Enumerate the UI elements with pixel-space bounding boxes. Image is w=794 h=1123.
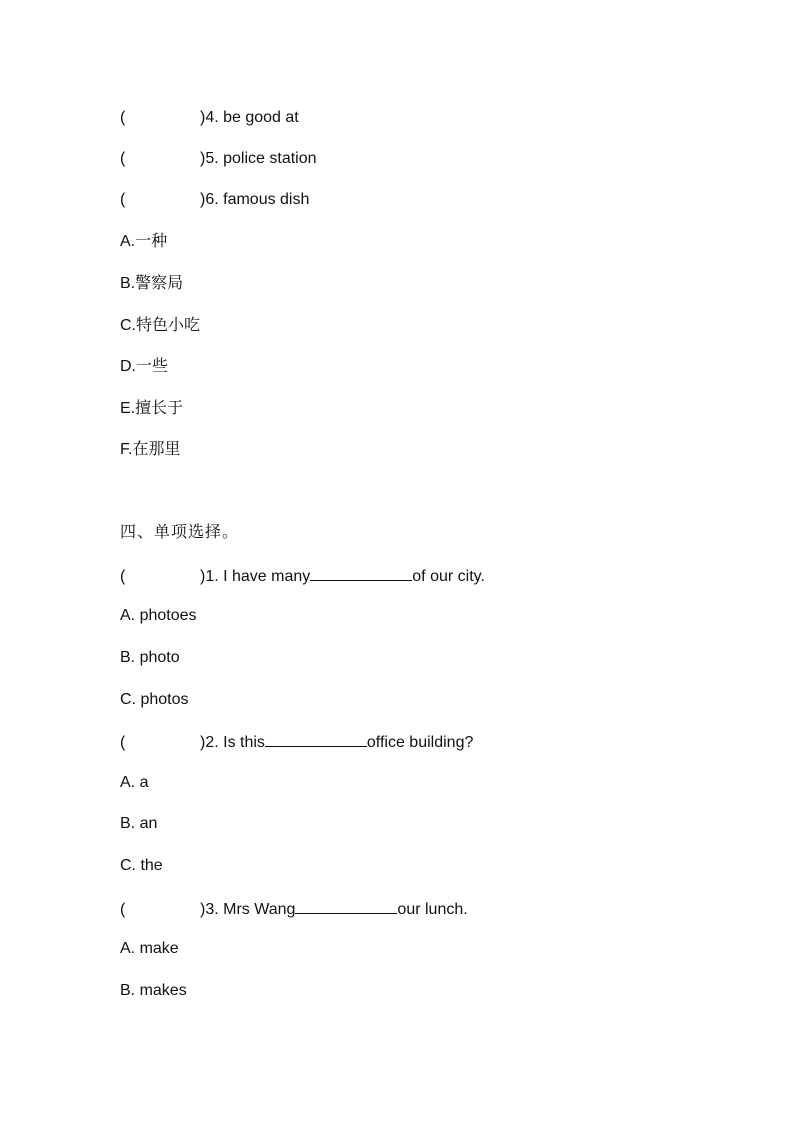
question-text-after: our lunch. (397, 901, 468, 918)
question-text-before: )1. I have many (200, 568, 311, 585)
matching-option-a: A.一种 (120, 233, 168, 250)
fill-blank[interactable] (295, 898, 397, 914)
question-text-after: of our city. (412, 568, 485, 585)
section-title: 四、单项选择。 (120, 524, 240, 541)
matching-option-d: D.一些 (120, 358, 169, 375)
matching-option-f: F.在那里 (120, 441, 181, 458)
question-text-before: )3. Mrs Wang (200, 901, 296, 918)
matching-option-e: E.擅长于 (120, 400, 184, 417)
fill-blank[interactable] (265, 731, 367, 747)
question-1-option-c: C. photos (120, 691, 189, 708)
question-3-option-a: A. make (120, 940, 179, 957)
matching-item-5 (120, 149, 317, 169)
answer-paren[interactable]: ( (120, 150, 126, 167)
answer-paren[interactable]: ( (120, 109, 126, 126)
question-2-option-c: C. the (120, 857, 163, 874)
question-3-option-b: B. makes (120, 982, 187, 999)
question-text-after: office building? (366, 734, 474, 751)
matching-item-4 (120, 108, 299, 128)
question-1-option-a: A. photoes (120, 607, 197, 624)
matching-item-text: )6. famous dish (200, 191, 310, 208)
answer-paren[interactable]: ( (120, 734, 126, 751)
question-1 (120, 565, 485, 587)
matching-item-text: )5. police station (200, 150, 317, 167)
answer-paren[interactable]: ( (120, 191, 126, 208)
matching-item-text: )4. be good at (200, 109, 299, 126)
matching-option-c: C.特色小吃 (120, 317, 201, 334)
matching-option-b: B.警察局 (120, 275, 184, 292)
question-2-option-a: A. a (120, 774, 149, 791)
matching-item-6 (120, 190, 309, 210)
question-1-option-b: B. photo (120, 649, 180, 666)
fill-blank[interactable] (310, 565, 412, 581)
question-2 (120, 731, 473, 753)
answer-paren[interactable]: ( (120, 568, 126, 585)
question-text-before: )2. Is this (200, 734, 265, 751)
answer-paren[interactable]: ( (120, 901, 126, 918)
question-3 (120, 898, 468, 920)
question-2-option-b: B. an (120, 815, 158, 832)
